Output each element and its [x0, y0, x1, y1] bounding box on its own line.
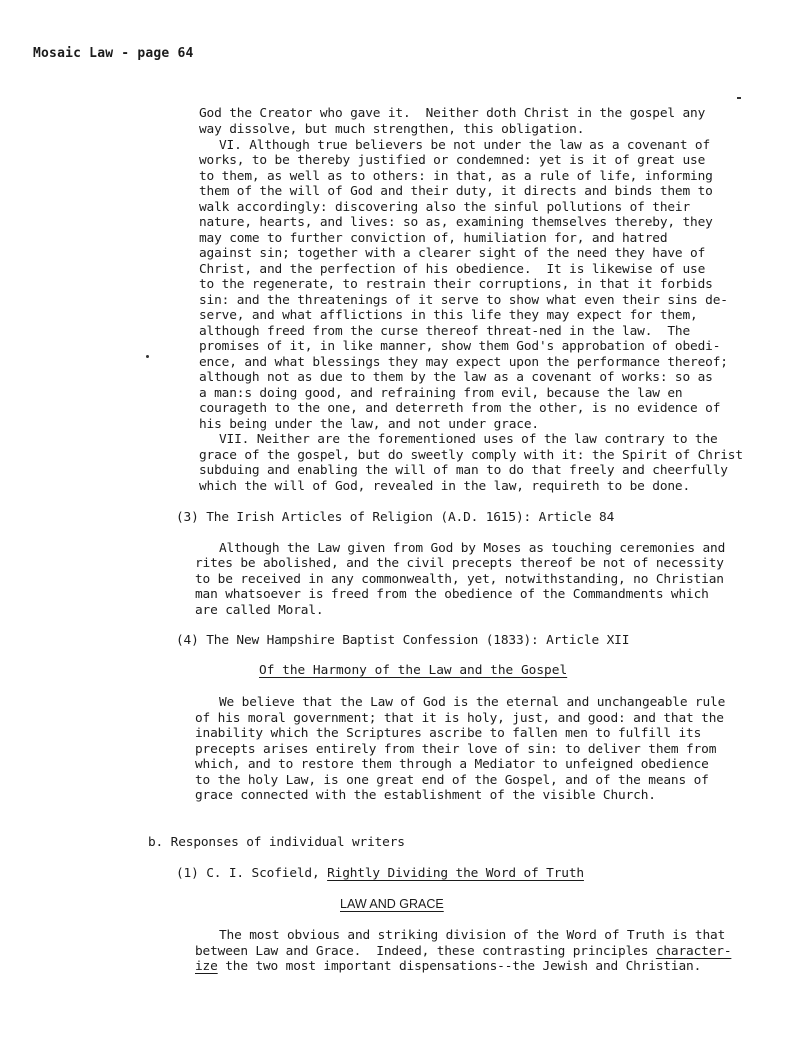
text-line: We believe that the Law of God is the eternal and unchangeable rule — [219, 695, 726, 710]
text-line: grace connected with the establishment of the visible Church. — [195, 788, 656, 803]
text-line: walk accordingly: discovering also the sinful pollutions of their — [199, 200, 691, 215]
text-line: grace of the gospel, but do sweetly comply with it: the Spirit of Christ — [199, 448, 743, 463]
book-title: Rightly Dividing the Word of Truth — [327, 866, 584, 881]
text-line: his being under the law, and not under grace. — [199, 417, 539, 432]
text-line: which, and to restore them through a Mediator to unfeigned obedience — [195, 757, 709, 772]
text-line: them of the will of God and their duty, it directs and binds them to — [199, 184, 713, 199]
text-line: VI. Although true believers be not under the law as a covenant of — [219, 138, 711, 153]
text-line: man whatsoever is freed from the obedience of the Commandments which — [195, 587, 709, 602]
text-line: to them, as well as to others: in that, as a rule of life, informing — [199, 169, 713, 184]
text-line: VII. Neither are the forementioned uses of the law contrary to the — [219, 432, 718, 447]
text-line: which the will of God, revealed in the law, requireth to be done. — [199, 479, 691, 494]
text-line: although freed from the curse thereof threat-ned in the law. The — [199, 324, 691, 339]
text-span: the two most important dispensations--the Jewish and Christian. — [217, 959, 702, 974]
text-line: although not as due to them by the law as a covenant of works: so as — [199, 370, 713, 385]
text-line: a man:s doing good, and refraining from evil, because the law en — [199, 386, 683, 401]
subsection-heading — [176, 866, 584, 882]
text-line: rites be abolished, and the civil precepts thereof be not of necessity — [195, 556, 724, 571]
text-line: nature, hearts, and lives: so as, examining themselves thereby, they — [199, 215, 713, 230]
text-line: Although the Law given from God by Moses as touching ceremonies and — [219, 541, 726, 556]
page-header: Mosaic Law - page 64 — [33, 46, 194, 61]
text-line: Christ, and the perfection of his obedience. It is likewise of use — [199, 262, 706, 277]
text-line: serve, and what afflictions in this life they may expect for them, — [199, 308, 698, 323]
text-line: God the Creator who gave it. Neither doth Christ in the gospel any — [199, 106, 706, 121]
text-span: between Law and Grace. Indeed, these contrasting principles — [195, 944, 656, 959]
underlined-text: character- — [655, 944, 732, 959]
text-line — [195, 959, 701, 975]
text-line: promises of it, in like manner, show them God's approbation of obedi- — [199, 339, 721, 354]
text-line: may come to further conviction of, humiliation for, and hatred — [199, 231, 668, 246]
scan-mark — [146, 355, 149, 358]
section-heading: (3) The Irish Articles of Religion (A.D. 1615): Article 84 — [176, 510, 615, 525]
text-line: ence, and what blessings they may expect upon the performance thereof; — [199, 355, 728, 370]
text-line: courageth to the one, and deterreth from the other, is no evidence of — [199, 401, 721, 416]
text-line: against sin; together with a clearer sight of the need they have of — [199, 246, 706, 261]
scan-mark — [737, 97, 741, 99]
text-line: The most obvious and striking division of the Word of Truth is that — [219, 928, 726, 943]
text-line: inability which the Scriptures ascribe to fallen men to fulfill its — [195, 726, 702, 741]
text-line: to be received in any commonwealth, yet, notwithstanding, no Christian — [195, 572, 724, 587]
section-heading: b. Responses of individual writers — [148, 835, 405, 850]
article-title: Of the Harmony of the Law and the Gospel — [259, 663, 568, 678]
text-line: to the regenerate, to restrain their corruptions, in that it forbids — [199, 277, 713, 292]
chapter-title: LAW AND GRACE — [340, 897, 444, 911]
text-line: way dissolve, but much strengthen, this obligation. — [199, 122, 585, 137]
section-heading: (4) The New Hampshire Baptist Confession (1833): Article XII — [176, 633, 630, 648]
underlined-text: ize — [195, 959, 218, 974]
text-line: are called Moral. — [195, 603, 324, 618]
text-line: subduing and enabling the will of man to do that freely and cheerfully — [199, 463, 728, 478]
text-line: sin: and the threatenings of it serve to show what even their sins de- — [199, 293, 728, 308]
text-line: to the holy Law, is one great end of the Gospel, and of the means of — [195, 773, 709, 788]
text-line: precepts arises entirely from their love of sin: to deliver them from — [195, 742, 717, 757]
text-line: of his moral government; that it is holy, just, and good: and that the — [195, 711, 724, 726]
text-line — [195, 944, 731, 960]
subsection-prefix: (1) C. I. Scofield, — [176, 866, 328, 881]
text-line: works, to be thereby justified or condemned: yet is it of great use — [199, 153, 706, 168]
